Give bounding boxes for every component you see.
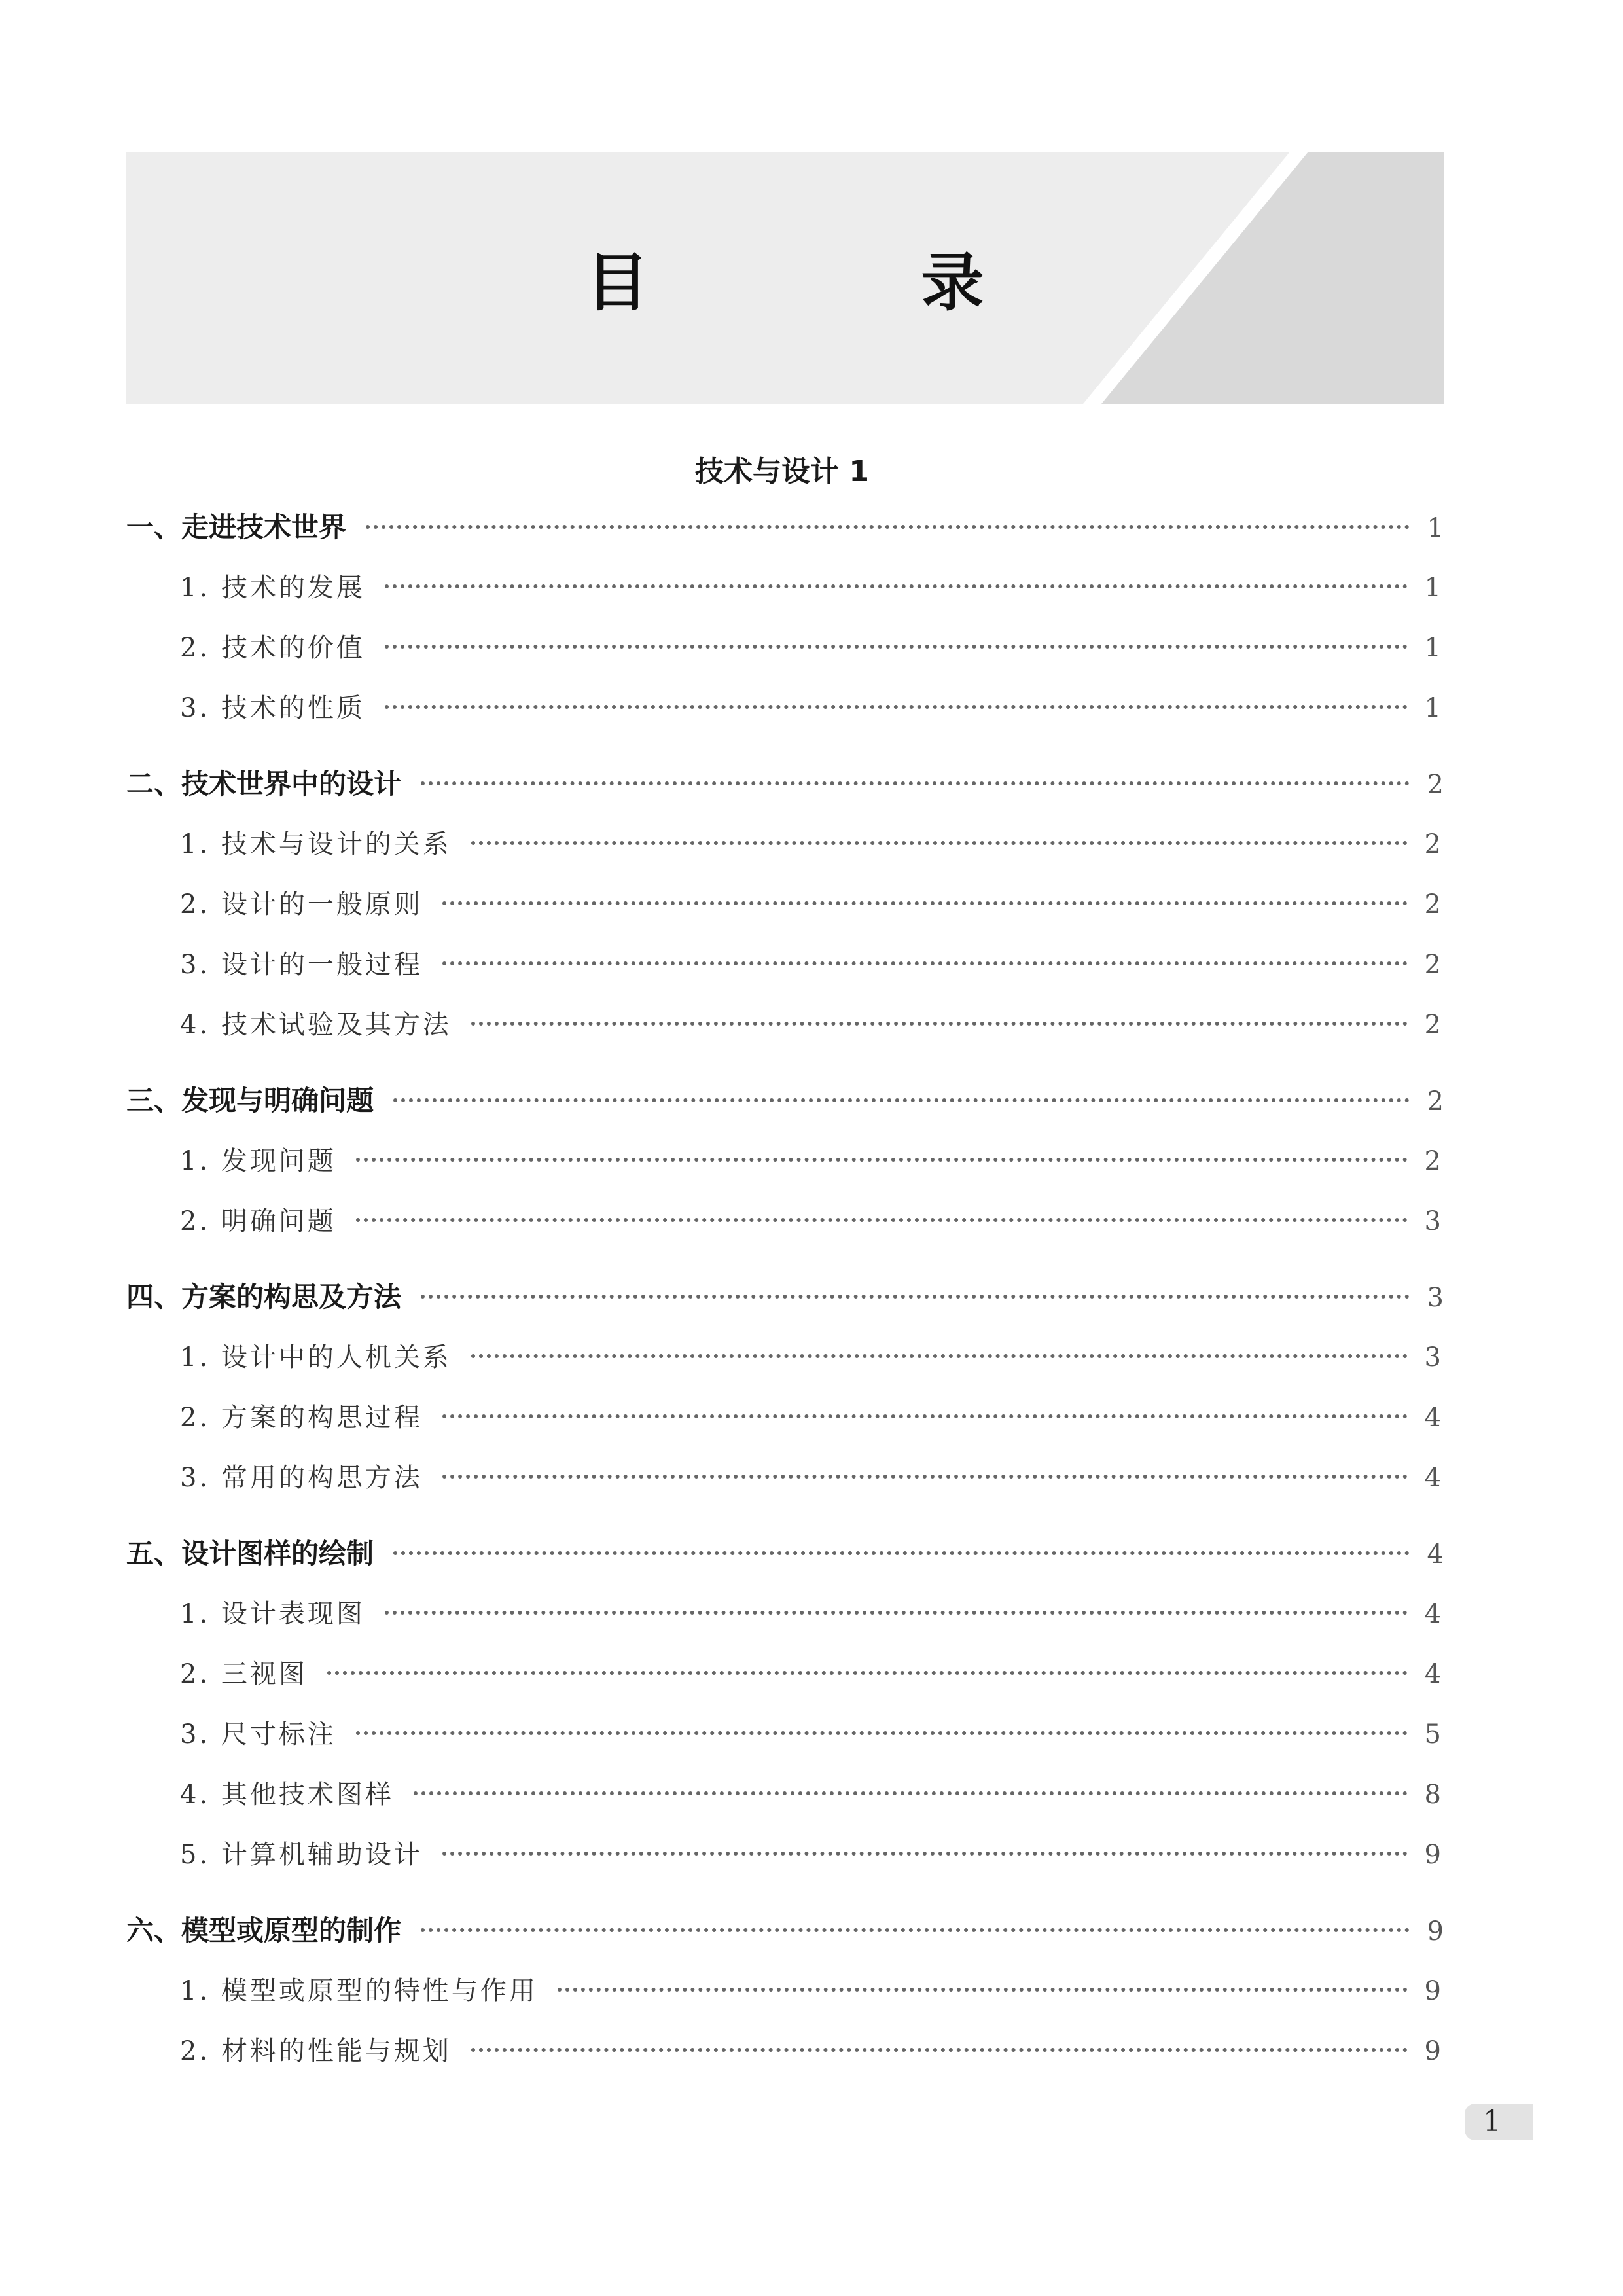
toc-section[interactable] bbox=[126, 2021, 1444, 2081]
toc-section[interactable] bbox=[126, 995, 1444, 1055]
section-page: 4 bbox=[1424, 1659, 1444, 1689]
section-title: 3. 设计的一般过程 bbox=[180, 950, 423, 980]
page-number: 1 bbox=[1483, 2105, 1501, 2138]
chapter-title: 四、方案的构思及方法 bbox=[126, 1281, 402, 1313]
title-banner bbox=[126, 152, 1444, 404]
chapter-page: 1 bbox=[1427, 513, 1444, 543]
section-page: 4 bbox=[1424, 1599, 1444, 1629]
section-page: 8 bbox=[1424, 1780, 1444, 1810]
section-page: 1 bbox=[1424, 633, 1444, 663]
toc-section[interactable] bbox=[126, 1961, 1444, 2021]
section-title: 2. 技术的价值 bbox=[180, 633, 365, 663]
section-title: 1. 设计中的人机关系 bbox=[180, 1342, 452, 1372]
dot-leader bbox=[414, 1791, 1408, 1795]
chapter-title: 二、技术世界中的设计 bbox=[126, 768, 402, 800]
book-title: 技术与设计 1 bbox=[695, 455, 869, 488]
dot-leader bbox=[366, 525, 1410, 529]
section-page: 1 bbox=[1424, 573, 1444, 603]
chapter-page: 2 bbox=[1427, 770, 1444, 800]
section-page: 9 bbox=[1424, 2036, 1444, 2066]
section-page: 1 bbox=[1424, 693, 1444, 723]
toc-section[interactable] bbox=[126, 678, 1444, 738]
toc-section[interactable] bbox=[126, 814, 1444, 874]
chapter-title: 三、发现与明确问题 bbox=[126, 1085, 374, 1117]
dot-leader bbox=[471, 1022, 1408, 1026]
dot-leader bbox=[421, 1295, 1410, 1299]
toc-section[interactable] bbox=[126, 874, 1444, 935]
dot-leader bbox=[385, 705, 1408, 709]
section-title: 3. 技术的性质 bbox=[180, 693, 365, 723]
section-page: 3 bbox=[1424, 1206, 1444, 1236]
dot-leader bbox=[471, 841, 1408, 845]
dot-leader bbox=[393, 1098, 1410, 1102]
toc-section[interactable] bbox=[126, 618, 1444, 678]
toc-chapter[interactable] bbox=[126, 497, 1444, 558]
dot-leader bbox=[385, 1611, 1408, 1615]
dot-leader bbox=[385, 584, 1408, 588]
dot-leader bbox=[421, 1928, 1410, 1932]
toc-section[interactable] bbox=[126, 1191, 1444, 1251]
toc-chapter[interactable] bbox=[126, 1267, 1444, 1327]
toc-section[interactable] bbox=[126, 1388, 1444, 1448]
toc-chapter[interactable] bbox=[126, 1901, 1444, 1961]
chapter-page: 4 bbox=[1427, 1539, 1444, 1570]
section-title: 1. 技术的发展 bbox=[180, 573, 365, 603]
dot-leader bbox=[385, 645, 1408, 649]
section-page: 2 bbox=[1424, 829, 1444, 859]
section-page: 3 bbox=[1424, 1342, 1444, 1372]
section-title: 1. 模型或原型的特性与作用 bbox=[180, 1976, 538, 2006]
section-title: 5. 计算机辅助设计 bbox=[180, 1840, 423, 1870]
toc-section[interactable] bbox=[126, 1327, 1444, 1388]
toc-section[interactable] bbox=[126, 1825, 1444, 1885]
section-title: 2. 三视图 bbox=[180, 1659, 308, 1689]
page-title: 目 录 bbox=[586, 246, 1089, 319]
toc-section[interactable] bbox=[126, 1704, 1444, 1765]
dot-leader bbox=[421, 781, 1410, 785]
section-title: 3. 常用的构思方法 bbox=[180, 1463, 423, 1493]
chapter-title: 六、模型或原型的制作 bbox=[126, 1914, 402, 1946]
dot-leader bbox=[356, 1731, 1408, 1735]
toc-chapter[interactable] bbox=[126, 1071, 1444, 1131]
dot-leader bbox=[471, 1354, 1408, 1358]
toc-section[interactable] bbox=[126, 1131, 1444, 1191]
toc-section[interactable] bbox=[126, 1448, 1444, 1508]
section-title: 4. 其他技术图样 bbox=[180, 1780, 394, 1810]
chapter-page: 9 bbox=[1427, 1916, 1444, 1946]
section-page: 2 bbox=[1424, 889, 1444, 920]
section-title: 1. 设计表现图 bbox=[180, 1599, 365, 1629]
chapter-page: 2 bbox=[1427, 1086, 1444, 1117]
toc-chapter[interactable] bbox=[126, 754, 1444, 814]
dot-leader bbox=[442, 901, 1408, 905]
toc-section[interactable] bbox=[126, 935, 1444, 995]
chapter-title: 五、设计图样的绘制 bbox=[126, 1537, 374, 1570]
section-title: 4. 技术试验及其方法 bbox=[180, 1010, 452, 1040]
section-title: 2. 设计的一般原则 bbox=[180, 889, 423, 920]
table-of-contents bbox=[126, 497, 1444, 2081]
toc-section[interactable] bbox=[126, 1644, 1444, 1704]
dot-leader bbox=[442, 1414, 1408, 1418]
chapter-page: 3 bbox=[1427, 1283, 1444, 1313]
dot-leader bbox=[356, 1158, 1408, 1162]
dot-leader bbox=[393, 1551, 1410, 1555]
section-page: 2 bbox=[1424, 950, 1444, 980]
section-title: 3. 尺寸标注 bbox=[180, 1719, 336, 1749]
section-page: 2 bbox=[1424, 1146, 1444, 1176]
section-page: 4 bbox=[1424, 1403, 1444, 1433]
dot-leader bbox=[558, 1988, 1408, 1992]
toc-section[interactable] bbox=[126, 1765, 1444, 1825]
dot-leader bbox=[442, 1475, 1408, 1479]
section-page: 4 bbox=[1424, 1463, 1444, 1493]
toc-section[interactable] bbox=[126, 558, 1444, 618]
section-page: 2 bbox=[1424, 1010, 1444, 1040]
chapter-title: 一、走进技术世界 bbox=[126, 511, 347, 543]
section-title: 1. 技术与设计的关系 bbox=[180, 829, 452, 859]
section-page: 5 bbox=[1424, 1719, 1444, 1749]
toc-section[interactable] bbox=[126, 1584, 1444, 1644]
dot-leader bbox=[327, 1671, 1408, 1675]
dot-leader bbox=[356, 1218, 1408, 1222]
dot-leader bbox=[442, 961, 1408, 965]
section-title: 2. 方案的构思过程 bbox=[180, 1403, 423, 1433]
dot-leader bbox=[442, 1852, 1408, 1856]
section-page: 9 bbox=[1424, 1976, 1444, 2006]
section-page: 9 bbox=[1424, 1840, 1444, 1870]
dot-leader bbox=[471, 2048, 1408, 2052]
toc-chapter[interactable] bbox=[126, 1524, 1444, 1584]
section-title: 2. 材料的性能与规划 bbox=[180, 2036, 452, 2066]
section-title: 1. 发现问题 bbox=[180, 1146, 336, 1176]
section-title: 2. 明确问题 bbox=[180, 1206, 336, 1236]
